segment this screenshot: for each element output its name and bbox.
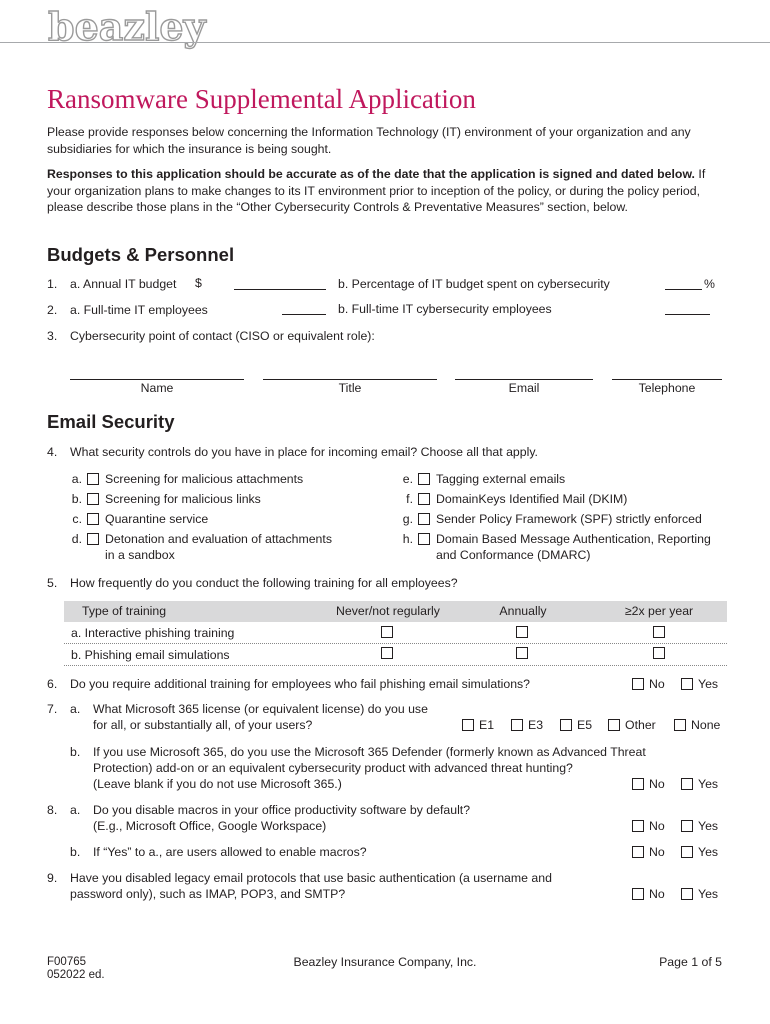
no-label: No (649, 677, 665, 691)
budgets-heading: Budgets & Personnel (47, 244, 235, 265)
license-label: E3 (528, 718, 544, 732)
option-letter: g. (402, 512, 413, 526)
checkbox-malicious-links[interactable] (87, 493, 99, 505)
q2-number: 2. (47, 303, 58, 317)
q7b-line1: If you use Microsoft 365, do you use the Microsoft 365 Defender (formerly known as Advanced Threat (93, 745, 646, 759)
q6-number: 6. (47, 677, 58, 691)
page-title: Ransomware Supplemental Application (47, 84, 476, 114)
checkbox-q7b-yes[interactable] (681, 778, 693, 790)
q2b-label: b. Full-time IT cybersecurity employees (338, 302, 552, 316)
q1b-input-line[interactable] (665, 289, 702, 290)
q1-number: 1. (47, 277, 58, 291)
checkbox-q9-no[interactable] (632, 888, 644, 900)
beazley-logo: beazley (48, 4, 206, 49)
contact-email-line[interactable] (455, 379, 593, 380)
no-label: No (649, 845, 665, 859)
checkbox-spf[interactable] (418, 513, 430, 525)
q1a-input-line[interactable] (234, 289, 326, 290)
option-letter: c. (72, 512, 82, 526)
table-header-twice: ≥2x per year (624, 604, 694, 618)
table-row-divider (64, 665, 727, 666)
checkbox-q7b-no[interactable] (632, 778, 644, 790)
q8b-letter: b. (70, 845, 81, 859)
q9-number: 9. (47, 871, 58, 885)
option-label: Tagging external emails (436, 472, 566, 486)
table-header-annually: Annually (499, 604, 547, 618)
no-label: No (649, 887, 665, 901)
q7a-line1: What Microsoft 365 license (or equivalent license) do you use (93, 702, 428, 716)
checkbox-simulations-twice[interactable] (653, 647, 665, 659)
email-security-heading: Email Security (47, 411, 175, 432)
option-letter: f. (406, 492, 413, 506)
option-label: Sender Policy Framework (SPF) strictly enforced (436, 512, 702, 526)
checkbox-e1[interactable] (462, 719, 474, 731)
q9-line2: password only), such as IMAP, POP3, and SMTP? (70, 887, 346, 901)
option-label-line2: and Conformance (DMARC) (436, 548, 591, 562)
q7a-letter: a. (70, 702, 81, 716)
table-header-type: Type of training (82, 604, 167, 618)
table-row-label: b. Phishing email simulations (71, 648, 230, 662)
accuracy-rest: If your organization plans to make changes to its IT environment prior to inception of the policy, or during the policy period, please describe those plans in the “Other Cybersecurity Controls & Preventative Measures” section, below. (47, 167, 706, 214)
checkbox-dkim[interactable] (418, 493, 430, 505)
q3-number: 3. (47, 329, 58, 343)
q4-label: What security controls do you have in place for incoming email? Choose all that apply. (70, 445, 538, 459)
option-label: Detonation and evaluation of attachments (105, 532, 332, 546)
page-number: Page 1 of 5 (659, 955, 722, 969)
option-letter: e. (402, 472, 413, 486)
header-rule (0, 42, 770, 43)
q1b-label: b. Percentage of IT budget spent on cybersecurity (338, 277, 610, 291)
q7a-line2: for all, or substantially all, of your users? (93, 718, 313, 732)
license-label: Other (625, 718, 656, 732)
checkbox-none[interactable] (674, 719, 686, 731)
yes-label: Yes (698, 845, 719, 859)
q1a-label: a. Annual IT budget (70, 277, 177, 291)
table-header-never: Never/not regularly (336, 604, 440, 618)
contact-name-label: Name (140, 381, 174, 395)
yes-label: Yes (698, 677, 719, 691)
checkbox-quarantine-service[interactable] (87, 513, 99, 525)
no-label: No (649, 819, 665, 833)
intro-paragraph: Please provide responses below concerning the Information Technology (IT) environment of your organization and any subsidiaries for which the insurance is being sought. (47, 125, 691, 156)
checkbox-q6-no[interactable] (632, 678, 644, 690)
q5-number: 5. (47, 576, 58, 590)
q8a-letter: a. (70, 803, 81, 817)
license-label: E1 (479, 718, 495, 732)
checkbox-sandbox-detonation[interactable] (87, 533, 99, 545)
accuracy-paragraph (47, 166, 717, 216)
form-code: F00765 (47, 956, 87, 968)
contact-title-label: Title (338, 381, 362, 395)
checkbox-simulations-never[interactable] (381, 647, 393, 659)
no-label: No (649, 777, 665, 791)
license-label: None (691, 718, 721, 732)
checkbox-interactive-never[interactable] (381, 626, 393, 638)
q2a-label: a. Full-time IT employees (70, 303, 208, 317)
option-label: DomainKeys Identified Mail (DKIM) (436, 492, 628, 506)
checkbox-e3[interactable] (511, 719, 523, 731)
contact-telephone-line[interactable] (612, 379, 722, 380)
q2b-input-line[interactable] (665, 314, 710, 315)
option-label: Screening for malicious attachments (105, 472, 304, 486)
checkbox-q8b-yes[interactable] (681, 846, 693, 858)
table-row-label: a. Interactive phishing training (71, 626, 235, 640)
license-label: E5 (577, 718, 593, 732)
option-label-line2: in a sandbox (105, 548, 175, 562)
q5-label: How frequently do you conduct the following training for all employees? (70, 576, 458, 590)
checkbox-q9-yes[interactable] (681, 888, 693, 900)
contact-telephone-label: Telephone (638, 381, 696, 395)
option-label: Screening for malicious links (105, 492, 261, 506)
option-letter: a. (71, 472, 82, 486)
form-edition: 052022 ed. (47, 969, 105, 981)
checkbox-malicious-attachments[interactable] (87, 473, 99, 485)
q6-label: Do you require additional training for employees who fail phishing email simulations? (70, 677, 531, 691)
checkbox-q8a-yes[interactable] (681, 820, 693, 832)
accuracy-bold: Responses to this application should be accurate as of the date that the application is signed and dated below. (47, 167, 695, 181)
q7-number: 7. (47, 702, 58, 716)
q9-line1: Have you disabled legacy email protocols that use basic authentication (a username and (70, 871, 552, 885)
q1b-unit: % (704, 277, 715, 291)
checkbox-simulations-annually[interactable] (516, 647, 528, 659)
checkbox-other[interactable] (608, 719, 620, 731)
q8-number: 8. (47, 803, 58, 817)
footer-company: Beazley Insurance Company, Inc. (293, 955, 477, 969)
option-letter: b. (71, 492, 82, 506)
contact-email-label: Email (508, 381, 540, 395)
option-label: Domain Based Message Authentication, Reporting (436, 532, 711, 546)
q4-number: 4. (47, 445, 58, 459)
option-letter: h. (402, 532, 413, 546)
contact-title-line[interactable] (263, 379, 437, 380)
q7b-line3: (Leave blank if you do not use Microsoft 365.) (93, 777, 342, 791)
checkbox-q8a-no[interactable] (632, 820, 644, 832)
q7b-line2: Protection) add-on or an equivalent cybersecurity product with advanced threat hunting? (93, 761, 573, 775)
q8a-line1: Do you disable macros in your office productivity software by default? (93, 803, 471, 817)
checkbox-e5[interactable] (560, 719, 572, 731)
q7b-letter: b. (70, 745, 81, 759)
checkbox-dmarc[interactable] (418, 533, 430, 545)
q8b-label: If “Yes” to a., are users allowed to enable macros? (93, 845, 367, 859)
yes-label: Yes (698, 777, 719, 791)
checkbox-interactive-annually[interactable] (516, 626, 528, 638)
checkbox-tagging-external[interactable] (418, 473, 430, 485)
table-row-divider (64, 643, 727, 644)
checkbox-q8b-no[interactable] (632, 846, 644, 858)
q2a-input-line[interactable] (282, 314, 326, 315)
option-letter: d. (71, 532, 82, 546)
checkbox-interactive-twice[interactable] (653, 626, 665, 638)
yes-label: Yes (698, 819, 719, 833)
contact-name-line[interactable] (70, 379, 244, 380)
q8a-line2: (E.g., Microsoft Office, Google Workspace) (93, 819, 327, 833)
yes-label: Yes (698, 887, 719, 901)
q1a-currency: $ (195, 276, 202, 290)
checkbox-q6-yes[interactable] (681, 678, 693, 690)
q3-label: Cybersecurity point of contact (CISO or equivalent role): (70, 329, 375, 343)
option-label: Quarantine service (105, 512, 209, 526)
